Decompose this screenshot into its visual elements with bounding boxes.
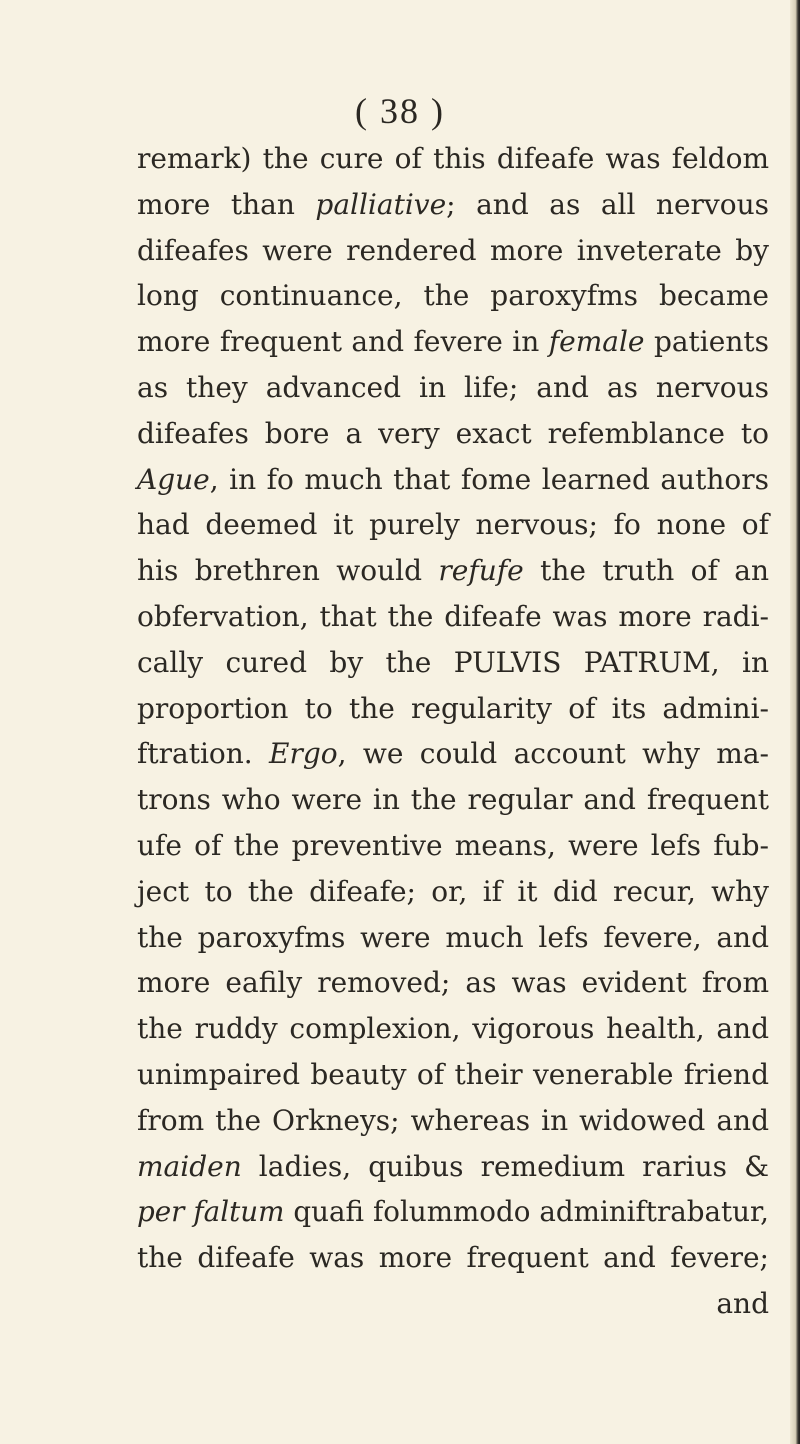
page-edge-shadow (790, 0, 800, 1444)
text-line: his brethren would refufe the truth of an (137, 554, 769, 588)
text-line: the paroxyfms were much lefs fevere, and (137, 920, 769, 954)
text-line: trons who were in the regular and frequent (137, 783, 769, 817)
text-line: long continuance, the paroxyfms became (137, 279, 769, 313)
text-line: more eafily removed; as was evident from (137, 966, 769, 1000)
italic-text: female (548, 325, 645, 359)
catchword: and (716, 1286, 769, 1320)
italic-text: palliative (315, 187, 447, 221)
text-line: maiden ladies, quibus remedium rarius & (137, 1149, 769, 1183)
text-line: difeafes bore a very exact refemblance to (137, 416, 769, 450)
text-line: more frequent and fevere in female patients (137, 325, 769, 359)
text-line: more than palliative; and as all nervous (137, 187, 769, 221)
text-line: remark) the cure of this difeafe was feldom (137, 142, 769, 175)
text-line: the ruddy complexion, vigorous health, and (137, 1012, 769, 1046)
text-line: had deemed it purely nervous; fo none of (137, 508, 769, 542)
italic-text: Ergo (269, 737, 338, 771)
text-line: difeafes were rendered more inveterate by (137, 233, 769, 267)
text-line: as they advanced in life; and as nervous (137, 370, 769, 404)
italic-text: Ague (137, 462, 210, 496)
italic-text: refufe (438, 554, 524, 588)
italic-text: per faltum (137, 1195, 285, 1229)
body-text (137, 136, 769, 1327)
text-line: cally cured by the PULVIS PATRUM, in (137, 645, 769, 679)
page-number: ( 38 ) (355, 91, 445, 131)
text-line: Ague, in fo much that fome learned authors (137, 462, 769, 496)
text-line: from the Orkneys; whereas in widowed and (137, 1103, 769, 1137)
text-line: proportion to the regularity of its admini- (137, 691, 769, 725)
text-line: obfervation, that the difeafe was more radi- (137, 599, 769, 633)
text-line: per faltum quafi folummodo adminiftrabatur, (137, 1195, 769, 1229)
text-line: ftration. Ergo, we could account why ma- (137, 737, 770, 771)
text-line: ject to the difeafe; or, if it did recur, why (137, 874, 769, 908)
italic-text: maiden (137, 1149, 242, 1183)
text-line: ufe of the preventive means, were lefs fub- (137, 828, 769, 862)
text-line: the difeafe was more frequent and fevere; (137, 1241, 769, 1275)
text-line: unimpaired beauty of their venerable friend (137, 1057, 769, 1091)
